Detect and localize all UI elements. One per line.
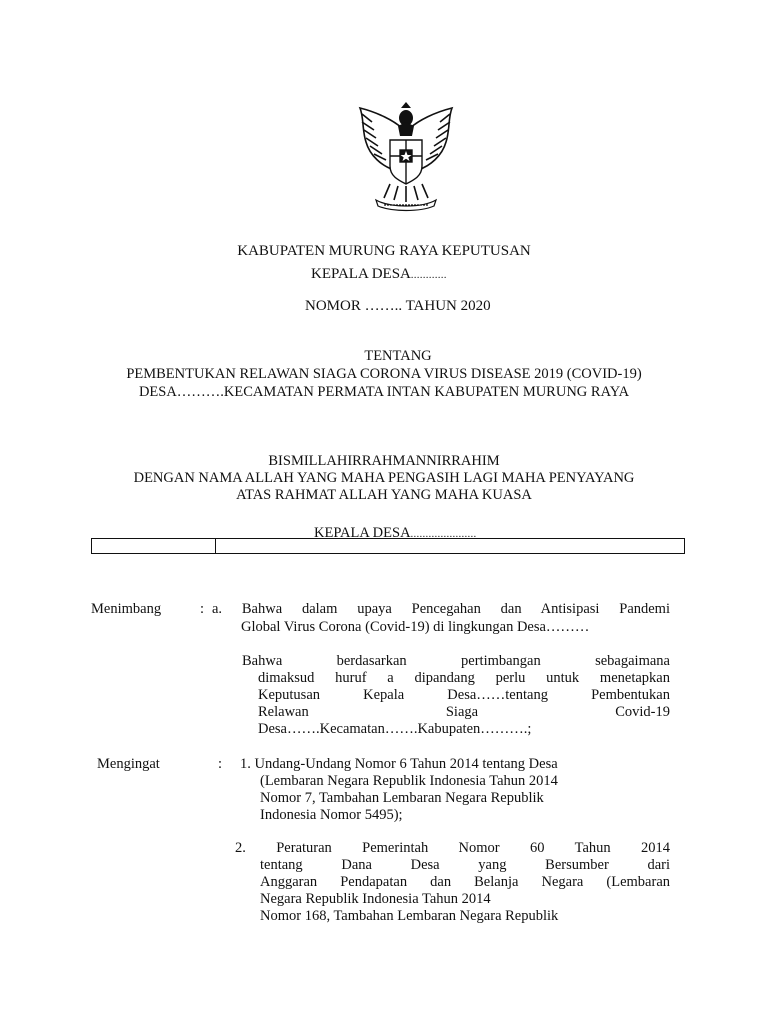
table-divider (215, 539, 216, 553)
mengingat-label: Mengingat (97, 756, 160, 772)
atas-rahmat-allah: ATAS RAHMAT ALLAH YANG MAHA KUASA (236, 487, 532, 503)
mengingat-item2-line: Nomor 168, Tambahan Lembaran Negara Republik (260, 908, 559, 924)
menimbang-a-line1 (212, 601, 670, 618)
dengan-nama-allah: DENGAN NAMA ALLAH YANG MAHA PENGASIH LAGI MAHA PENYAYANG (133, 470, 635, 486)
menimbang-label: Menimbang (91, 601, 162, 617)
tentang-label: TENTANG (364, 348, 432, 364)
header-title-line1: KABUPATEN MURUNG RAYA KEPUTUSAN (237, 243, 531, 259)
kepala-desa-label: KEPALA DESA (314, 525, 411, 541)
mengingat-item2-block (235, 840, 670, 925)
blank-table (91, 538, 685, 554)
menimbang-b-line: dimaksud huruf a dipandang perlu untuk menetapkan (258, 670, 670, 686)
mengingat-colon: : (218, 756, 223, 772)
mengingat-item2-line: Anggaran Pendapatan dan Belanja Negara (Lembaran (260, 874, 670, 890)
mengingat-item2-line: Negara Republik Indonesia Tahun 2014 (260, 891, 491, 907)
header-nomor: NOMOR …….. TAHUN 2020 (305, 298, 491, 314)
mengingat-item1-line: 1. Undang-Undang Nomor 6 Tahun 2014 tentang Desa (240, 756, 558, 772)
kepala-desa-dots: ...................... (410, 529, 477, 540)
menimbang-b-line: Desa…….Kecamatan…….Kabupaten……….; (258, 721, 532, 737)
menimbang-b-line: Keputusan Kepala Desa……tentang Pembentukan (258, 687, 670, 703)
garuda-emblem-icon (354, 100, 458, 212)
mengingat-item1-line: (Lembaran Negara Republik Indonesia Tahun 2014 (260, 773, 558, 789)
menimbang-b-line: Relawan Siaga Covid-19 (258, 704, 670, 720)
menimbang-a-text1: a. Bahwa dalam upaya Pencegahan dan Antisipasi Pandemi (212, 601, 670, 617)
menimbang-b-block (242, 653, 670, 738)
menimbang-b-line: Bahwa berdasarkan pertimbangan sebagaimana (242, 653, 670, 669)
header-title-line2 (311, 266, 447, 284)
mengingat-item2-line: 2. Peraturan Pemerintah Nomor 60 Tahun 2014 (235, 840, 670, 856)
bismillah: BISMILLAHIRRAHMANNIRRAHIM (268, 453, 500, 469)
header-dots: ............ (410, 270, 447, 281)
mengingat-item1-line: Indonesia Nomor 5495); (260, 807, 403, 823)
menimbang-colon: : (200, 601, 205, 617)
mengingat-item2-line: tentang Dana Desa yang Bersumber dari (260, 857, 670, 873)
tentang-line1: PEMBENTUKAN RELAWAN SIAGA CORONA VIRUS DISEASE 2019 (COVID-19) (126, 366, 642, 382)
menimbang-a-line2: Global Virus Corona (Covid-19) di lingkungan Desa……… (241, 619, 590, 635)
mengingat-item1-line: Nomor 7, Tambahan Lembaran Negara Republik (260, 790, 544, 806)
header-kepala-desa: KEPALA DESA (311, 266, 411, 282)
tentang-line2: DESA……….KECAMATAN PERMATA INTAN KABUPATEN MURUNG RAYA (138, 384, 630, 400)
